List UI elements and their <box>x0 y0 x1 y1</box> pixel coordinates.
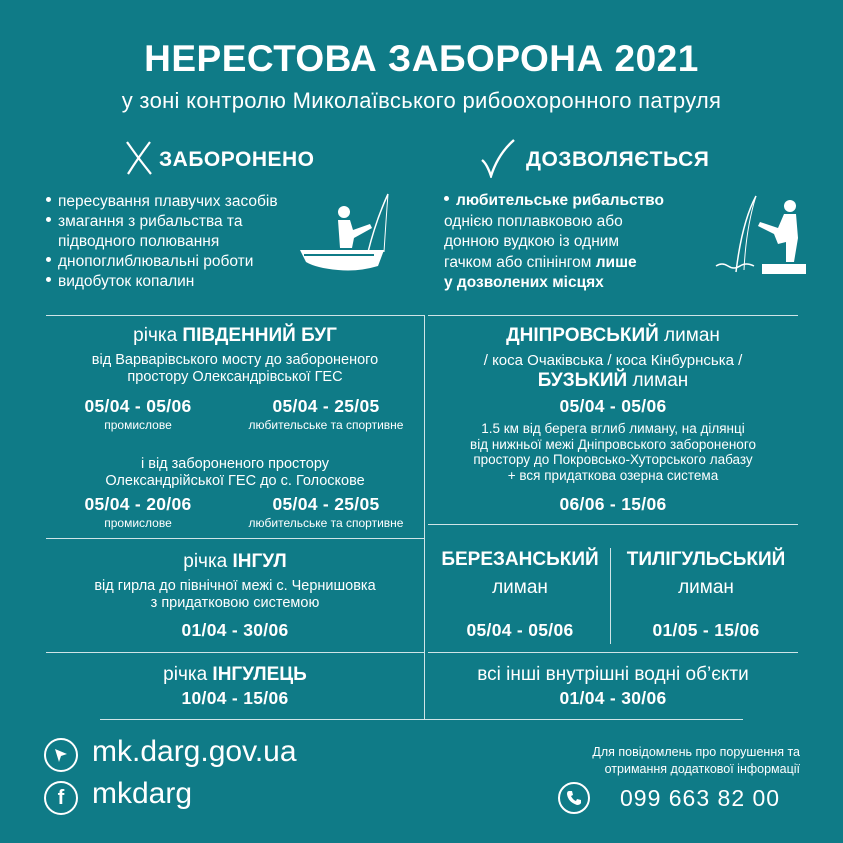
date: 05/04 - 25/05 <box>272 494 380 514</box>
others-title: всі інші внутрішні водні об’єкти <box>477 664 749 685</box>
date-label: промислове <box>104 418 172 432</box>
southern-bug-desc-2: і від забороненого простору Олександрійської ГЕС до с. Голоскове <box>105 456 365 489</box>
divider <box>428 652 798 653</box>
date-label: любительське та спортивне <box>248 418 404 432</box>
prohibited-heading: ЗАБОРОНЕНО <box>159 148 315 171</box>
divider <box>100 719 743 720</box>
date: 01/04 - 30/06 <box>181 620 289 640</box>
page-title: НЕРЕСТОВА ЗАБОРОНА 2021 <box>144 38 699 79</box>
divider <box>46 652 424 653</box>
list-item: змагання з рибальства та <box>46 212 278 232</box>
boat-fisherman-icon <box>298 190 394 276</box>
allowed-text: любительське рибальство однією поплавковою або донною вудкою із одним гачком або спінінгом лише у дозволених місцях <box>444 192 664 291</box>
divider <box>46 315 424 316</box>
tyligul-title: ТИЛІГУЛЬСЬКИЙ лиман <box>626 549 786 598</box>
date: 01/05 - 15/06 <box>652 620 760 640</box>
cross-icon <box>124 140 154 176</box>
contact-note: Для повідомлень про порушення та отримання додаткової інформації <box>592 745 800 776</box>
date: 05/04 - 05/06 <box>466 620 574 640</box>
allowed-heading: ДОЗВОЛЯЄТЬСЯ <box>526 148 710 171</box>
page-subtitle: у зоні контролю Миколаївського рибоохоронного патруля <box>121 88 722 113</box>
southern-bug-title: річка ПІВДЕННИЙ БУГ <box>133 325 337 346</box>
website-link[interactable]: mk.darg.gov.ua <box>92 735 297 768</box>
date: 01/04 - 30/06 <box>559 688 667 708</box>
ingul-desc: від гирла до північної межі с. Чернишовка з придатковою системою <box>94 578 376 611</box>
date: 05/04 - 05/06 <box>559 396 667 416</box>
date-label: промислове <box>104 516 172 530</box>
ingulets-title: річка ІНГУЛЕЦЬ <box>163 664 307 685</box>
divider <box>428 315 798 316</box>
dnipro-desc: 1.5 км від берега вглиб лиману, на ділянці від нижньої межі Дніпровського забороненого простору до Покровсько-Хуторського лабазу + вся придаткова озерна система <box>470 421 756 483</box>
buzkyi-title: БУЗЬКИЙ лиман <box>537 370 689 391</box>
phone-icon <box>558 782 590 814</box>
date: 05/04 - 25/05 <box>272 396 380 416</box>
date: 06/06 - 15/06 <box>559 494 667 514</box>
list-item: видобуток копалин <box>46 272 278 292</box>
date: 10/04 - 15/06 <box>181 688 289 708</box>
facebook-link[interactable]: mkdarg <box>92 777 193 810</box>
prohibited-list <box>46 192 278 292</box>
dnipro-kosa: / коса Очаківська / коса Кінбурнська / <box>483 352 743 369</box>
shore-fisherman-icon <box>714 192 810 278</box>
cursor-icon <box>44 738 78 772</box>
prohibited-section <box>124 140 424 180</box>
divider <box>610 548 611 644</box>
southern-bug-desc: від Варварівського мосту до забороненого простору Олександрівської ГЕС <box>91 352 379 385</box>
berezan-title: БЕРЕЗАНСЬКИЙ лиман <box>441 549 599 598</box>
date: 05/04 - 05/06 <box>84 396 192 416</box>
date: 05/04 - 20/06 <box>84 494 192 514</box>
list-item: підводного полювання <box>58 233 220 250</box>
list-item: днопоглиблювальні роботи <box>46 252 278 272</box>
date-label: любительське та спортивне <box>248 516 404 530</box>
allowed-section <box>480 140 780 180</box>
divider <box>46 538 424 539</box>
facebook-icon: f <box>44 781 78 815</box>
list-item: пересування плавучих засобів <box>46 192 278 212</box>
divider <box>428 524 798 525</box>
ingul-title: річка ІНГУЛ <box>183 551 287 572</box>
checkmark-icon <box>480 138 516 178</box>
dnipro-title: ДНІПРОВСЬКИЙ лиман <box>506 325 720 346</box>
phone-number[interactable]: 099 663 82 00 <box>620 785 781 811</box>
